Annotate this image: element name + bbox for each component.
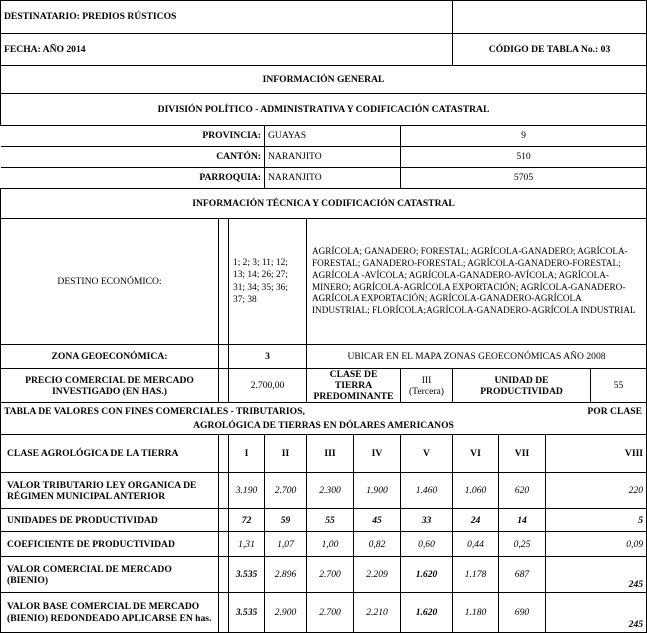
productivity-coefficient-row (1, 532, 647, 557)
value-cell: 1,31 (229, 532, 265, 557)
class-cell: I (229, 435, 265, 473)
base-value-label: VALOR BASE COMERCIAL DE MERCADO (BIENIO) REDONDEADO APLICARSE EN has. (1, 593, 219, 633)
value-cell: 3.535 (229, 557, 265, 593)
value-table-title-line1: TABLA DE VALORES CON FINES COMERCIALES - TRIBUTARIOS, (4, 406, 305, 418)
date-label: FECHA: AÑO 2014 (1, 34, 453, 66)
canton-name: NARANJITO (265, 147, 401, 168)
value-cell: 690 (499, 593, 546, 633)
division-row (1, 94, 647, 126)
value-cell: 1.060 (453, 473, 499, 509)
value-cell: 1.900 (354, 473, 401, 509)
value-table-title-right: POR CLASE (587, 406, 643, 418)
value-cell: 0,60 (401, 532, 453, 557)
geo-zone-value: 3 (229, 345, 307, 369)
tax-value-row (1, 473, 647, 509)
value-cell: 72 (229, 509, 265, 532)
value-cell: 2.896 (265, 557, 307, 593)
value-cell: 1.180 (453, 593, 499, 633)
value-cell: 2.210 (354, 593, 401, 633)
value-table-title-line2: AGROLÓGICA DE TIERRAS EN DÓLARES AMERICANOS (193, 420, 454, 432)
value-cell: 245 (546, 593, 647, 633)
province-row (1, 126, 647, 147)
province-name: GUAYAS (265, 126, 401, 147)
market-price-row (1, 369, 647, 403)
value-cell: 2.700 (307, 593, 354, 633)
value-cell: 5 (546, 509, 647, 532)
parish-label: PARROQUIA: (1, 168, 265, 189)
value-cell: 3.535 (229, 593, 265, 633)
value-cell: 0,09 (546, 532, 647, 557)
spacer-cell (219, 369, 229, 403)
technical-info-title: INFORMACIÓN TÉCNICA Y CODIFICACIÓN CATASTRAL (1, 189, 647, 219)
technical-info-row (1, 189, 647, 219)
value-cell: 1.178 (453, 557, 499, 593)
value-cell: 45 (354, 509, 401, 532)
header-recipient-row (1, 1, 647, 34)
economic-destination-label: DESTINO ECONÓMICO: (1, 219, 219, 345)
value-cell: 59 (265, 509, 307, 532)
economic-destination-row (1, 219, 647, 345)
geo-zone-note: UBICAR EN EL MAPA ZONAS GEOECONÓMICAS AÑO 2008 (307, 345, 647, 369)
value-cell: 1.620 (401, 557, 453, 593)
value-cell: 687 (499, 557, 546, 593)
value-cell: 0,44 (453, 532, 499, 557)
recipient-blank-cell (453, 1, 647, 34)
value-cell: 1.460 (401, 473, 453, 509)
value-cell: 2.700 (307, 557, 354, 593)
general-info-title: INFORMACIÓN GENERAL (1, 66, 647, 94)
value-cell: 620 (499, 473, 546, 509)
value-cell: 14 (499, 509, 546, 532)
spacer-cell (219, 219, 229, 345)
spacer-cell (219, 557, 229, 593)
market-price-label: PRECIO COMERCIAL DE MERCADO INVESTIGADO (EN HAS.) (1, 369, 219, 403)
land-class-label: CLASE DE TIERRA PREDOMINANTE (307, 369, 401, 403)
value-cell: 0,25 (499, 532, 546, 557)
geo-zone-label: ZONA GEOECONÓMICA: (1, 345, 219, 369)
recipient-label: DESTINATARIO: PREDIOS RÚSTICOS (1, 1, 453, 34)
parish-code: 5705 (401, 168, 647, 189)
productivity-coefficient-label: COEFICIENTE DE PRODUCTIVIDAD (1, 532, 219, 557)
header-date-row (1, 34, 647, 66)
class-cell: V (401, 435, 453, 473)
value-cell: 1.620 (401, 593, 453, 633)
parish-name: NARANJITO (265, 168, 401, 189)
value-table-title-cell (1, 403, 647, 435)
market-value-label: VALOR COMERCIAL DE MERCADO (BIENIO) (1, 557, 219, 593)
base-value-row (1, 593, 647, 633)
spacer-cell (219, 435, 229, 473)
class-cell: VII (499, 435, 546, 473)
value-cell: 55 (307, 509, 354, 532)
value-cell: 2.700 (265, 473, 307, 509)
canton-code: 510 (401, 147, 647, 168)
value-cell: 2.900 (265, 593, 307, 633)
value-cell: 24 (453, 509, 499, 532)
province-label: PROVINCIA: (1, 126, 265, 147)
geo-zone-row (1, 345, 647, 369)
value-cell: 1,07 (265, 532, 307, 557)
land-class-value: III (Tercera) (401, 369, 453, 403)
class-header-row (1, 435, 647, 473)
parish-row (1, 168, 647, 189)
province-code: 9 (401, 126, 647, 147)
class-header-label: CLASE AGROLÓGICA DE LA TIERRA (1, 435, 219, 473)
class-cell: VIII (546, 435, 647, 473)
spacer-cell (219, 593, 229, 633)
productivity-unit-label: UNIDAD DE PRODUCTIVIDAD (453, 369, 591, 403)
market-price-value: 2.700,00 (229, 369, 307, 403)
productivity-unit-value: 55 (591, 369, 647, 403)
value-cell: 2.300 (307, 473, 354, 509)
spacer-cell (219, 345, 229, 369)
spacer-cell (219, 473, 229, 509)
canton-row (1, 147, 647, 168)
value-cell: 33 (401, 509, 453, 532)
canton-label: CANTÓN: (1, 147, 265, 168)
value-cell: 2.209 (354, 557, 401, 593)
value-cell: 0,82 (354, 532, 401, 557)
division-title: DIVISIÓN POLÍTICO - ADMINISTRATIVA Y CODIFICACIÓN CATASTRAL (1, 94, 647, 126)
spacer-cell (219, 532, 229, 557)
general-info-row (1, 66, 647, 94)
economic-destination-uses: AGRÍCOLA; GANADERO; FORESTAL; AGRÍCOLA-GANADERO; AGRÍCOLA-FORESTAL; GANADERO-FORESTAL; AGRÍCOLA-GANADERO-FORESTAL; AGRÍCOLA -AVÍCOLA; AGRÍCOLA-GANADERO-AVÍCOLA; AGRÍCOLA-MINERO; AGRÍCOLA-AGRÍCOLA EXPORTACIÓN; AGRÍCOLA-GANADERO-AGRÍCOLA EXPORTACIÓN; AGRÍCOLA-GANADERO-AGRÍCOLA INDUSTRIAL; FLORÍCOLA;AGRÍCOLA-GANADERO-AGRÍCOLA INDUSTRIAL (307, 219, 647, 345)
productivity-units-row (1, 509, 647, 532)
value-table-title-row (1, 403, 647, 435)
value-cell: 3.190 (229, 473, 265, 509)
class-cell: II (265, 435, 307, 473)
class-cell: III (307, 435, 354, 473)
economic-destination-codes: 1; 2; 3; 11; 12; 13; 14; 26; 27; 31; 34; 35; 36; 37; 38 (229, 219, 307, 345)
productivity-units-label: UNIDADES DE PRODUCTIVIDAD (1, 509, 219, 532)
tax-value-label: VALOR TRIBUTARIO LEY ORGANICA DE RÉGIMEN MUNICIPAL ANTERIOR (1, 473, 219, 509)
spacer-cell (219, 509, 229, 532)
value-cell: 1,00 (307, 532, 354, 557)
class-cell: IV (354, 435, 401, 473)
value-cell: 220 (546, 473, 647, 509)
class-cell: VI (453, 435, 499, 473)
market-value-row (1, 557, 647, 593)
value-cell: 245 (546, 557, 647, 593)
table-code-label: CÓDIGO DE TABLA No.: 03 (453, 34, 647, 66)
